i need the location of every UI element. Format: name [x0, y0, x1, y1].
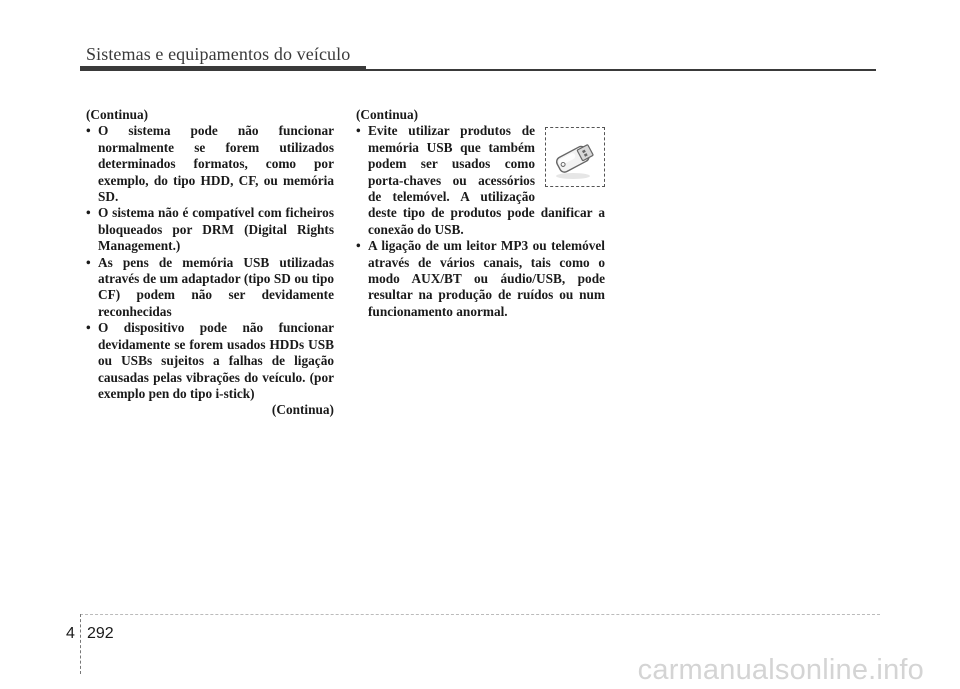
- left-column: [86, 107, 334, 419]
- header-rule-thin: [366, 69, 876, 71]
- right-column: [356, 107, 605, 320]
- continued-label-bottom: (Continua): [271, 402, 334, 418]
- chapter-number: 4: [66, 625, 75, 642]
- bullet-icon: •: [356, 238, 361, 254]
- page-number: 292: [87, 625, 114, 642]
- continued-label-top: (Continua): [86, 107, 149, 122]
- list-item: • O sistema pode não funcionar normalmente se forem utilizados determinados formatos, como por exemplo, do tipo HDD, CF, ou memória SD.: [86, 123, 334, 205]
- footer-rule-vertical: [80, 614, 82, 674]
- bullet-icon: •: [356, 123, 361, 139]
- list-item: • As pens de memória USB utilizadas através de um adaptador (tipo SD ou tipo CF) podem não ser devidamente reconhecidas: [86, 254, 334, 319]
- usb-keychain-icon: [545, 127, 605, 187]
- left-bullet-list: [86, 123, 334, 402]
- list-item: • O sistema não é compatível com ficheiros bloqueados por DRM (Digital Rights Management.): [86, 205, 334, 254]
- right-bullet-list: [356, 123, 605, 320]
- bullet-icon: •: [86, 123, 91, 139]
- bullet-icon: •: [86, 205, 91, 221]
- header-rule: [80, 66, 366, 71]
- watermark: carmanualsonline.info: [637, 654, 924, 686]
- list-item: • A ligação de um leitor MP3 ou telemóvel através de vários canais, tais como o modo AUX/BT ou áudio/USB, pode resultar na produção de ruídos ou num funcionamento anormal.: [356, 238, 605, 319]
- footer-rule: [80, 614, 880, 615]
- list-item: • O dispositivo pode não funcionar devidamente se forem usados HDDs USB ou USBs sujeitos a falhas de ligação causadas pelas vibrações do veículo. (por exemplo pen do tipo i-stick): [86, 320, 334, 401]
- bullet-icon: •: [86, 320, 91, 336]
- continued-label-top: (Continua): [356, 107, 419, 122]
- list-item: • Evite utilizar produtos de memória USB que também podem ser usados como porta-chaves ou acessórios de telemóvel. A utilização deste tipo de produtos pode danificar a conexão do USB.: [356, 123, 605, 237]
- section-title: Sistemas e equipamentos do veículo: [86, 44, 351, 64]
- bullet-icon: •: [86, 254, 91, 270]
